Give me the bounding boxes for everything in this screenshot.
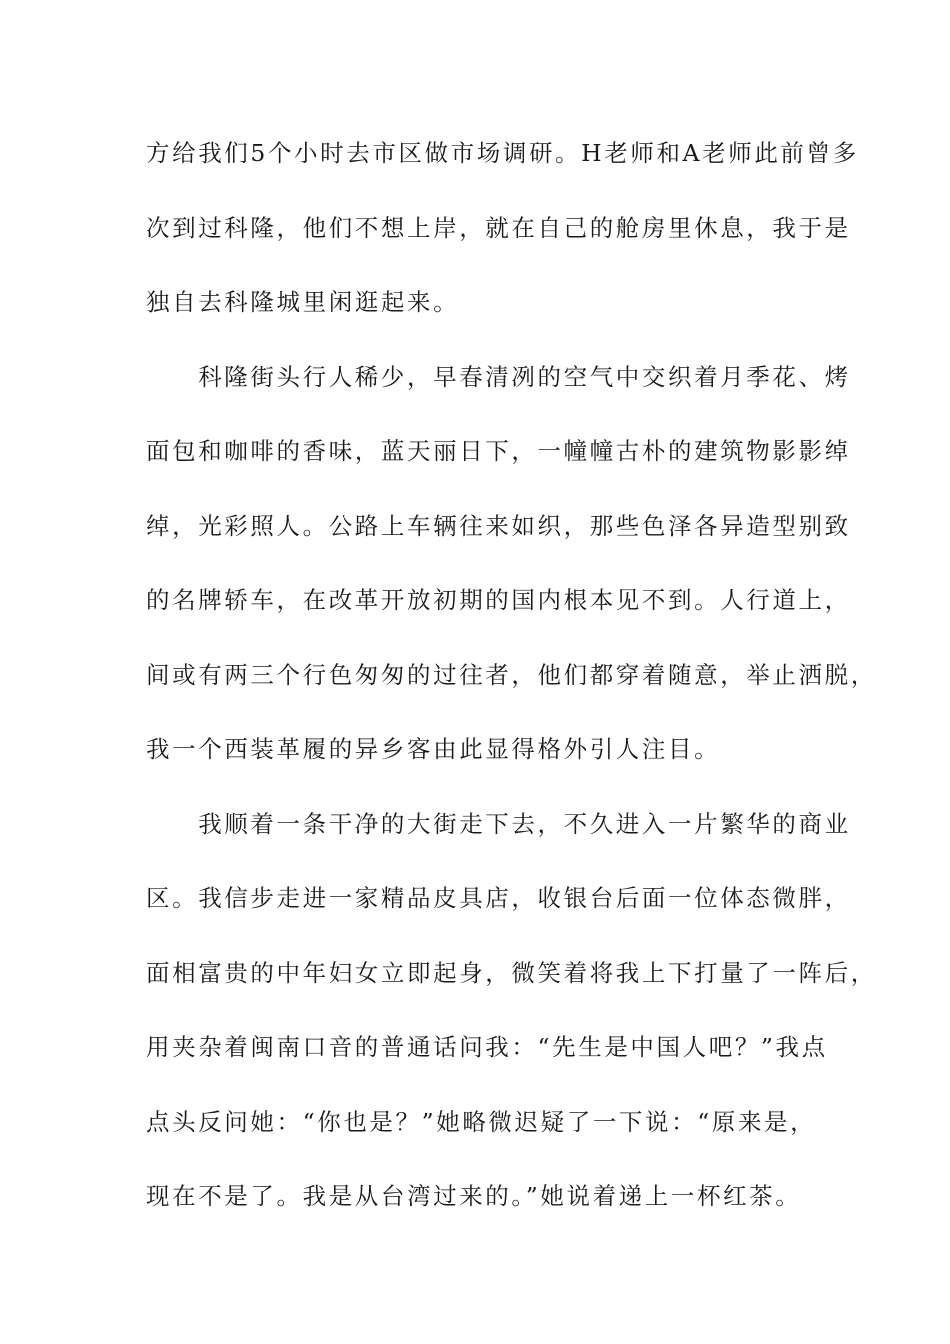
text-line: 科隆街头行人稀少，早春清冽的空气中交织着月季花、烤 (146, 362, 851, 391)
text-line: 面包和咖啡的香味，蓝天丽日下，一幢幢古朴的建筑物影影绰 (146, 437, 851, 465)
text-line: 面相富贵的中年妇女立即起身，微笑着将我上下打量了一阵后， (146, 958, 877, 987)
text-line: 独自去科隆城里闲逛起来。 (146, 288, 460, 316)
text-line: 的名牌轿车，在改革开放初期的国内根本见不到。人行道上， (146, 586, 851, 614)
text-line: 我一个西装革履的异乡客由此显得格外引人注目。 (146, 735, 721, 763)
text-line: 区。我信步走进一家精品皮具店，收银台后面一位体态微胖， (146, 884, 851, 912)
text-line: 绰，光彩照人。公路上车辆往来如织，那些色泽各异造型别致 (146, 511, 851, 540)
document-body (146, 128, 877, 1246)
text-line: 点头反问她：“你也是？”她略微迟疑了一下说：“原来是， (146, 1107, 817, 1136)
text-line: 现在不是了。我是从台湾过来的。”她说着递上一杯红茶。 (146, 1182, 802, 1210)
text-line: 方给我们5个小时去市区做市场调研。H老师和A老师此前曾多 (146, 139, 859, 167)
text-line: 我顺着一条干净的大街走下去，不久进入一片繁华的商业 (146, 809, 851, 838)
text-line: 次到过科隆，他们不想上岸，就在自己的舱房里休息，我于是 (146, 213, 851, 242)
text-line: 用夹杂着闽南口音的普通话问我：“先生是中国人吧？”我点 (146, 1033, 828, 1061)
text-line: 间或有两三个行色匆匆的过往者，他们都穿着随意，举止洒脱， (146, 660, 877, 689)
